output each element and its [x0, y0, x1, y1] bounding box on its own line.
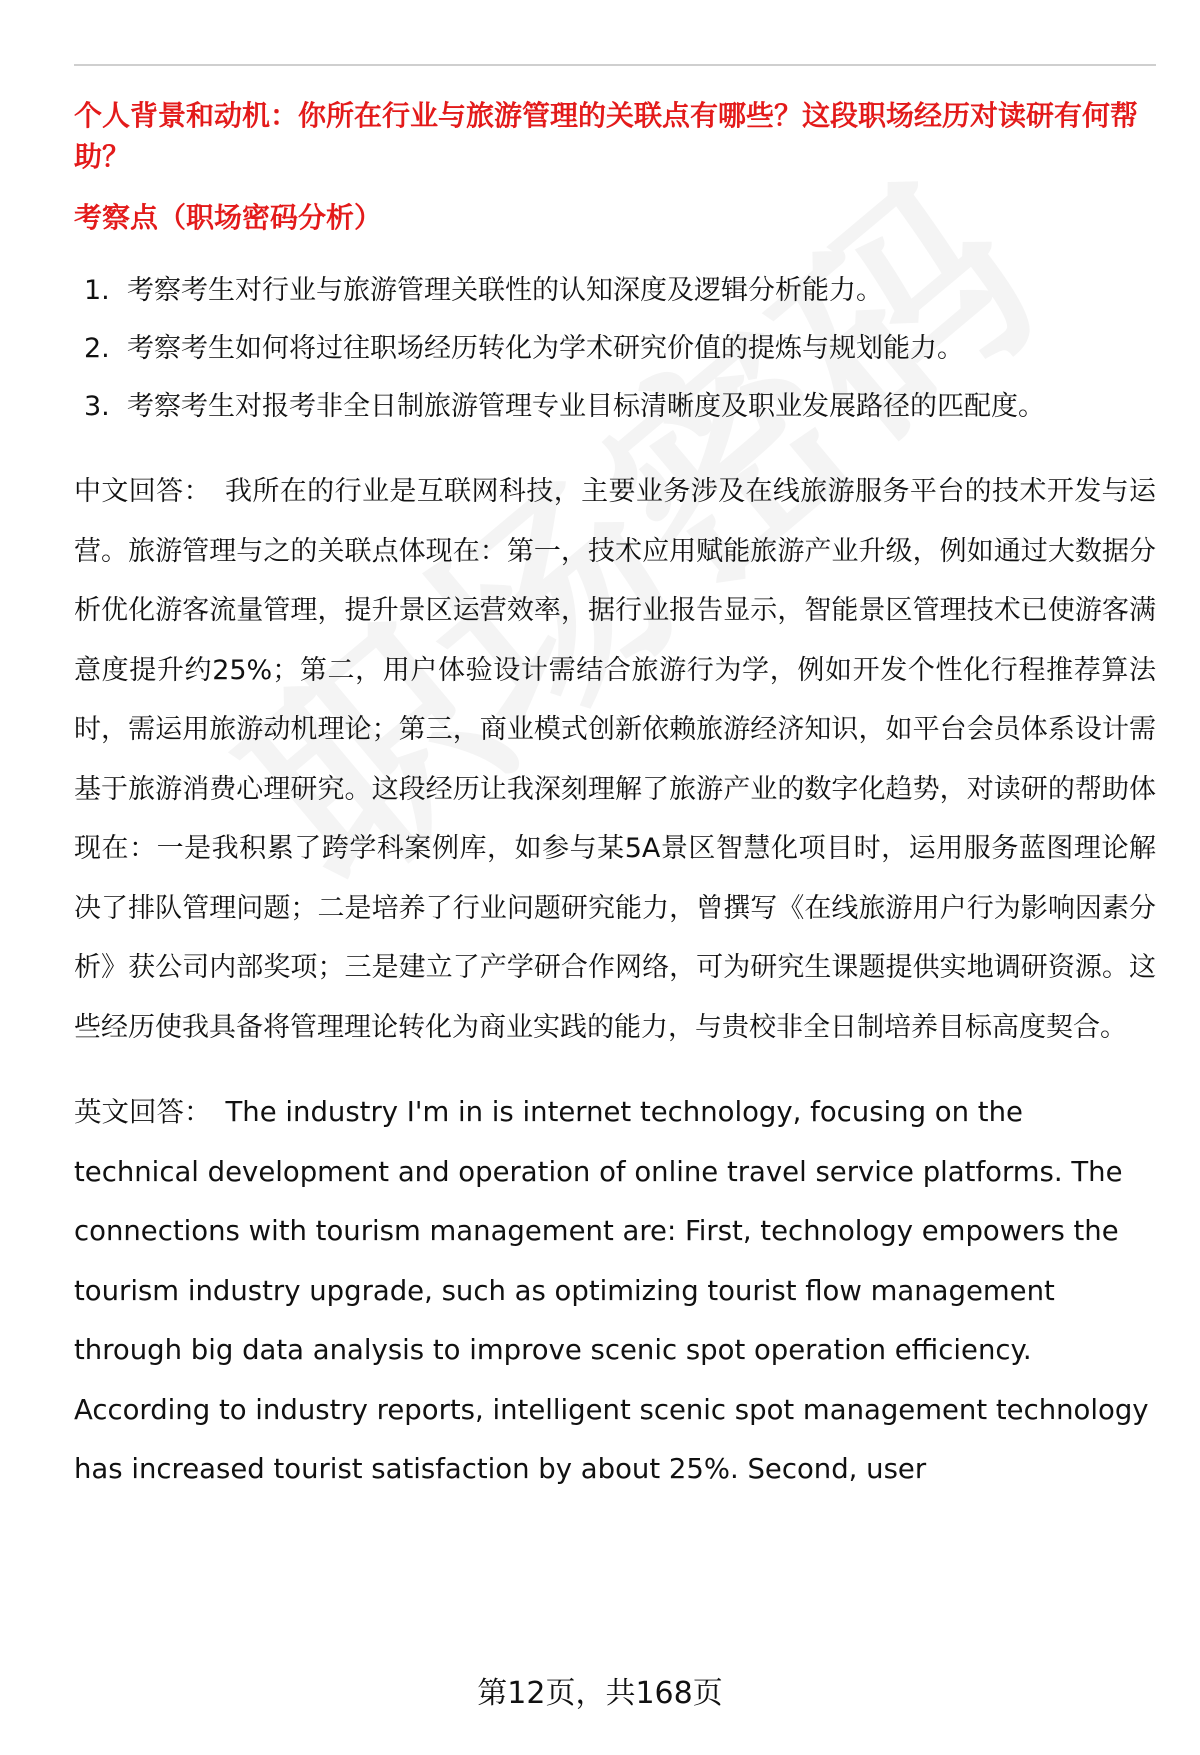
list-item-number: 3.: [84, 391, 110, 422]
english-answer-label: 英文回答：: [74, 1096, 212, 1128]
page-number-footer: 第12页，共168页: [477, 1676, 723, 1711]
list-item-text: 考察考生对行业与旅游管理关联性的认知深度及逻辑分析能力。: [127, 275, 883, 306]
list-item-number: 2.: [84, 333, 110, 364]
list-item: [74, 378, 1156, 436]
list-item-text: 考察考生如何将过往职场经历转化为学术研究价值的提炼与规划能力。: [127, 333, 964, 364]
assessment-points-list: [74, 262, 1156, 436]
chinese-answer-text: 我所在的行业是互联网科技，主要业务涉及在线旅游服务平台的技术开发与运营。旅游管理与之的关联点体现在：第一，技术应用赋能旅游产业升级，例如通过大数据分析优化游客流量管理，提升景区运营效率，据行业报告显示，智能景区管理技术已使游客满意度提升约25%；第二，用户体验设计需结合旅游行为学，例如开发个性化行程推荐算法时，需运用旅游动机理论；第三，商业模式创新依赖旅游经济知识，如平台会员体系设计需基于旅游消费心理研究。这段经历让我深刻理解了旅游产业的数字化趋势，对读研的帮助体现在：一是我积累了跨学科案例库，如参与某5A景区智慧化项目时，运用服务蓝图理论解决了排队管理问题；二是培养了行业问题研究能力，曾撰写《在线旅游用户行为影响因素分析》获公司内部奖项；三是建立了产学研合作网络，可为研究生课题提供实地调研资源。这些经历使我具备将管理理论转化为商业实践的能力，与贵校非全日制培养目标高度契合。: [74, 476, 1157, 1043]
list-item-number: 1.: [84, 275, 110, 306]
chinese-answer-label: 中文回答：: [74, 476, 211, 507]
section-heading: 考察点（职场密码分析）: [74, 201, 383, 234]
page-content: [74, 95, 1156, 1500]
question-heading: 个人背景和动机：你所在行业与旅游管理的关联点有哪些？这段职场经历对读研有何帮助？: [74, 99, 1139, 173]
list-item: [74, 262, 1156, 320]
english-answer: [74, 1083, 1156, 1500]
list-item-text: 考察考生对报考非全日制旅游管理专业目标清晰度及职业发展路径的匹配度。: [127, 391, 1045, 422]
top-divider: [74, 64, 1156, 66]
list-item: [74, 320, 1156, 378]
english-answer-text: The industry I'm in is internet technology, focusing on the technical development and operation of online travel service platforms. The connections with tourism management are: First, technology empowers the tourism industry upgrade, such as optimizing tourist flow management through big data analysis to improve scenic spot operation efficiency. According to industry reports, intelligent scenic spot management technology has increased tourist satisfaction by about 25%. Second, user: [74, 1096, 1149, 1485]
chinese-answer: [74, 462, 1156, 1057]
